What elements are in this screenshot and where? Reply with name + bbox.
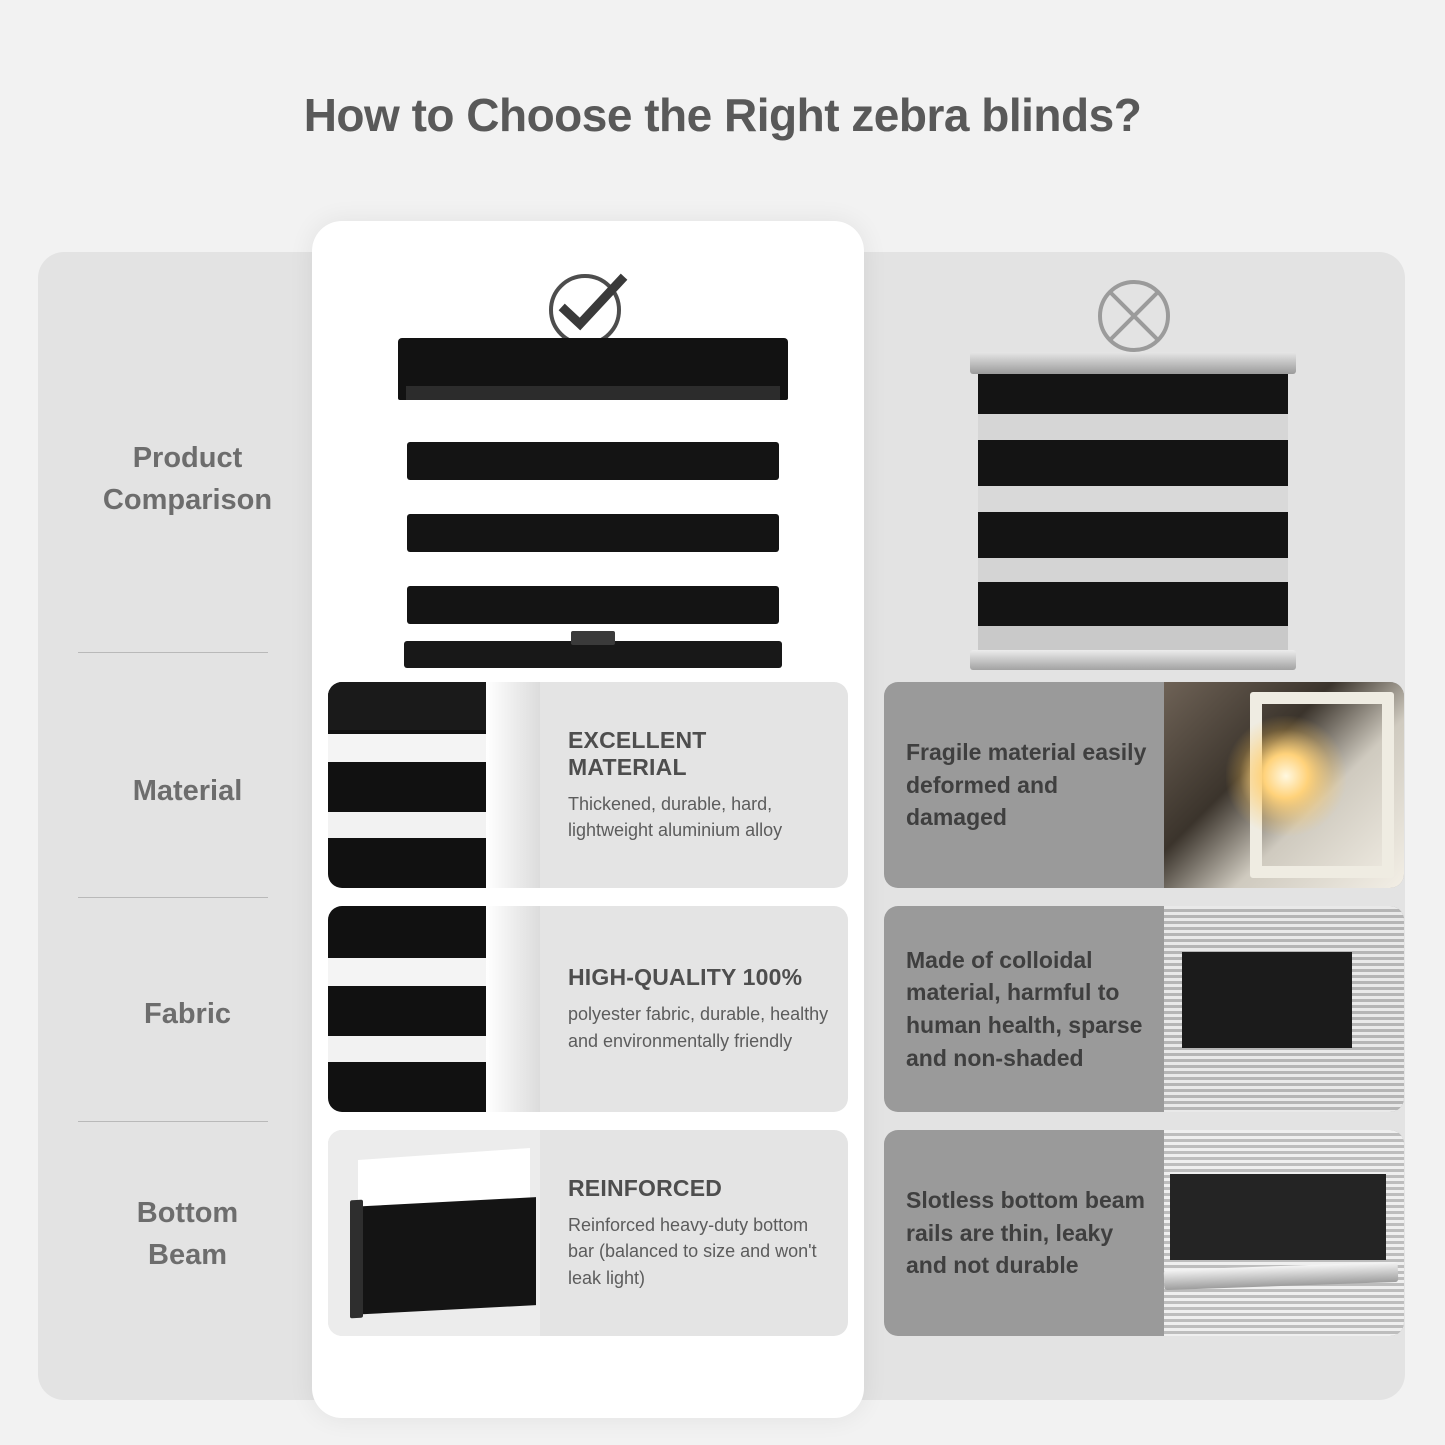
bad-card-material-label: Fragile material easily deformed and damaged [906, 739, 1147, 831]
bad-card-fabric-text [906, 906, 1154, 1112]
row-divider [78, 897, 268, 898]
bad-card-bottom-beam-text [906, 1130, 1154, 1336]
bad-card-bottom-beam-label: Slotless bottom beam rails are thin, leaky and not durable [906, 1187, 1145, 1279]
good-card-fabric-title: HIGH-QUALITY 100% [568, 964, 803, 991]
row-label-product-comparison [60, 437, 315, 521]
bad-card-material [884, 682, 1404, 888]
window-sunlight-art [1164, 682, 1404, 888]
dark-panel [1182, 952, 1352, 1048]
row-label-bottom-beam [60, 1192, 315, 1276]
sun-glare [1226, 716, 1346, 836]
good-card-fabric [328, 906, 848, 1112]
window-frame-edge [486, 906, 540, 1112]
good-card-material-text [568, 682, 830, 888]
bottom-bar [404, 641, 782, 668]
bad-card-bottom-beam [884, 1130, 1404, 1336]
sparse-fabric-art [1164, 906, 1404, 1112]
good-zebra-blind-hero [398, 338, 788, 668]
top-rail [970, 352, 1296, 374]
good-card-material-title: EXCELLENT MATERIAL [568, 726, 707, 780]
good-card-material-description: Thickened, durable, hard, lightweight aluminium alloy [568, 793, 783, 840]
good-card-fabric-description: polyester fabric, durable, healthy and environmentally friendly [568, 1004, 829, 1051]
blind-slat [407, 586, 779, 624]
good-card-material [328, 682, 848, 888]
thin-bottom-rail-photo [1164, 1130, 1404, 1336]
row-label-product-comparison-line2: Comparison [102, 484, 273, 517]
blind-slat [407, 442, 779, 480]
headrail [398, 338, 788, 400]
good-card-bottom-beam [328, 1130, 848, 1336]
blind-slat [407, 514, 779, 552]
good-card-bottom-beam-description: Reinforced heavy-duty bottom bar (balanced to size and won't leak light) [568, 1215, 817, 1288]
row-label-product-comparison-line1: Product [132, 442, 243, 474]
bad-card-material-text [906, 682, 1154, 888]
good-card-bottom-beam-title: REINFORCED [568, 1175, 723, 1202]
check-circle-icon [543, 262, 631, 350]
sparse-fabric-photo [1164, 906, 1404, 1112]
bottom-bar-art [328, 1130, 540, 1336]
row-divider [78, 652, 268, 653]
reinforced-bottom-bar-photo [328, 1130, 540, 1336]
bad-zebra-blind-hero [978, 368, 1288, 656]
good-card-fabric-text [568, 906, 830, 1112]
row-label-material: Material [132, 775, 243, 807]
row-divider [78, 1121, 268, 1122]
dark-bar-body [350, 1197, 536, 1315]
row-label-bottom-beam-line1: Bottom [136, 1197, 239, 1229]
bottom-rail [970, 650, 1296, 670]
page-title: How to Choose the Right zebra blinds? [303, 89, 1142, 141]
bad-card-fabric-label: Made of colloidal material, harmful to human health, sparse and non-shaded [906, 946, 1143, 1071]
side-rail [350, 1200, 363, 1319]
bad-card-fabric [884, 906, 1404, 1112]
zebra-blind-fabric-photo [328, 906, 540, 1112]
window-frame-edge [486, 682, 540, 888]
row-label-fabric: Fabric [143, 998, 232, 1030]
thin-bottom-rail [1164, 1262, 1399, 1290]
cross-circle-icon [1090, 272, 1178, 360]
zebra-blind-headrail-photo [328, 682, 540, 888]
good-card-bottom-beam-text [568, 1130, 830, 1336]
fragile-window-sunlight-photo [1164, 682, 1404, 888]
dark-panel [1170, 1174, 1386, 1260]
thin-rail-art [1164, 1130, 1404, 1336]
row-label-bottom-beam-line2: Beam [148, 1239, 227, 1272]
